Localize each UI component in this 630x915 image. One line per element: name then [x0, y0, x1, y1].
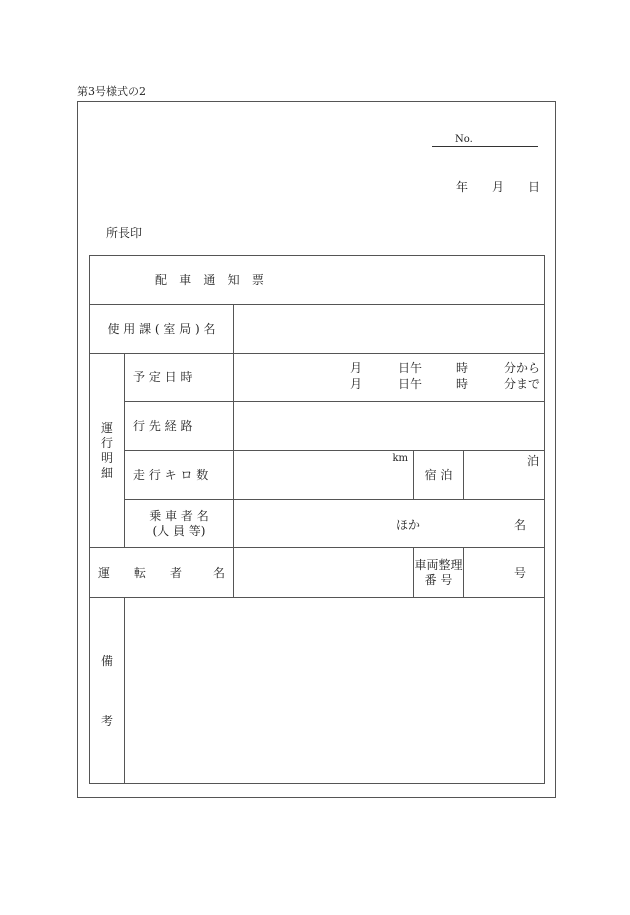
driver-char-4: 名: [213, 566, 226, 580]
dept-field[interactable]: [234, 305, 545, 354]
distance-field[interactable]: [234, 451, 414, 500]
schedule-label: 予 定 日 時: [125, 354, 234, 402]
schedule-from-hour: 時: [456, 361, 469, 375]
route-field[interactable]: [234, 402, 545, 451]
remarks-char-1: 備: [100, 653, 113, 668]
schedule-from-month: 月: [350, 361, 363, 375]
passenger-label: [125, 500, 234, 548]
number-label: No.: [455, 134, 473, 145]
dispatch-notice-table: [89, 255, 545, 784]
operation-char-1: 運: [100, 420, 113, 435]
vehicle-label-line2: 番 号: [424, 572, 453, 587]
chief-seal-label: 所長印: [106, 226, 143, 240]
passenger-others: ほか: [396, 518, 421, 532]
passenger-label-line2: (人 員 等): [152, 523, 206, 538]
remarks-label: [90, 598, 125, 784]
vehicle-label: [414, 548, 464, 598]
distance-label: 走 行 キ ロ 数: [125, 451, 234, 500]
vehicle-label-line1: 車両整理: [414, 557, 463, 572]
passenger-label-line1: 乗 車 者 名: [149, 508, 209, 523]
dept-label: 使 用 課 ( 室 局 ) 名: [90, 305, 234, 354]
operation-char-4: 細: [100, 465, 113, 480]
operation-details-label: [90, 354, 125, 548]
route-label: 行 先 経 路: [125, 402, 234, 451]
date-day: 日: [528, 180, 541, 194]
title-cell: [90, 256, 545, 305]
vehicle-unit: 号: [514, 566, 527, 580]
remarks-char-2: 考: [100, 713, 113, 728]
schedule-field[interactable]: [234, 354, 545, 402]
date-year: 年: [456, 180, 469, 194]
form-id: 第3号様式の2: [77, 85, 146, 98]
driver-char-1: 運: [98, 566, 111, 580]
lodging-field[interactable]: [464, 451, 545, 500]
driver-char-3: 者: [170, 566, 183, 580]
vehicle-field[interactable]: [464, 548, 545, 598]
schedule-to-hour: 時: [456, 377, 469, 391]
schedule-to-day: 日午: [398, 377, 423, 391]
operation-char-2: 行: [100, 435, 113, 450]
passenger-field[interactable]: [234, 500, 545, 548]
driver-field[interactable]: [234, 548, 414, 598]
driver-char-2: 転: [134, 566, 147, 580]
lodging-unit: 泊: [527, 454, 540, 468]
lodging-label: 宿 泊: [414, 451, 464, 500]
distance-unit: km: [392, 453, 408, 464]
operation-char-3: 明: [100, 450, 113, 465]
passenger-unit: 名: [514, 518, 527, 532]
schedule-from-day: 日午: [398, 361, 423, 375]
schedule-to-month: 月: [350, 377, 363, 391]
form-title: 配 車 通 知 票: [155, 272, 269, 287]
schedule-from-minute: 分から: [504, 361, 541, 375]
number-underline: [432, 146, 538, 147]
schedule-to-minute: 分まで: [504, 377, 541, 391]
remarks-field[interactable]: [125, 598, 545, 784]
driver-label-cell: [90, 548, 234, 598]
date-month: 月: [492, 180, 505, 194]
